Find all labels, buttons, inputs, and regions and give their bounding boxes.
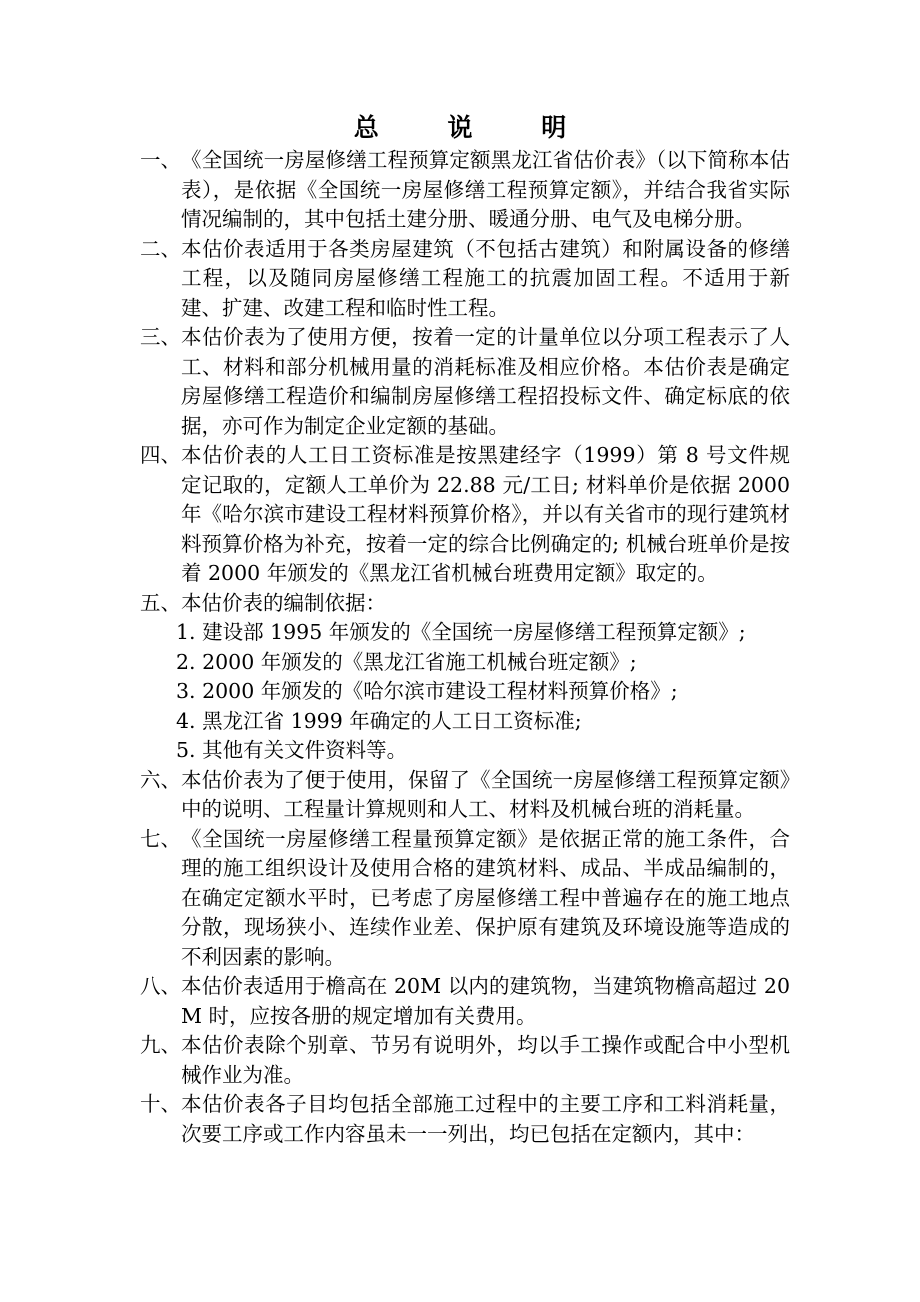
item-number: 二、 — [140, 236, 181, 261]
list-item — [140, 1031, 790, 1090]
item-number: 五、 — [140, 590, 181, 615]
item-text: 本估价表各子目均包括全部施工过程中的主要工序和工料消耗量，次要工序或工作内容虽未一一列出，均已包括在定额内，其中： — [181, 1092, 790, 1146]
item-text: 本估价表为了便于使用，保留了《全国统一房屋修缮工程预算定额》中的说明、工程量计算规则和人工、材料及机械台班的消耗量。 — [181, 767, 790, 821]
basis-item: 5. 其他有关文件资料等。 — [176, 738, 408, 762]
item-text: 本估价表适用于檐高在 20M 以内的建筑物，当建筑物檐高超过 20M 时，应按各册的规定增加有关费用。 — [181, 974, 790, 1028]
list-item — [140, 323, 790, 441]
basis-item: 4. 黑龙江省 1999 年确定的人工日工资标准; — [176, 708, 582, 733]
page-title: 总 说 明 — [353, 113, 597, 142]
explanation-list — [140, 146, 790, 1149]
basis-sublist — [140, 618, 790, 766]
item-text: 本估价表的人工日工资标准是按黑建经字（1999）第 8 号文件规定记取的，定额人工单价为 22.88 元/工日; 材料单价是依据 2000 年《哈尔滨市建设工程材料预算价格》，并以有关省市的现行建筑材料预算价格为补充，按着一定的综合比例确定的; 机械台班单价是按着 2000 年颁发的《黑龙江省机械台班费用定额》取定的。 — [181, 443, 790, 585]
list-item — [140, 825, 790, 973]
item-text: 本估价表为了使用方便，按着一定的计量单位以分项工程表示了人工、材料和部分机械用量的消耗标准及相应价格。本估价表是确定房屋修缮工程造价和编制房屋修缮工程招投标文件、确定标底的依据，亦可作为制定企业定额的基础。 — [181, 325, 790, 438]
item-number: 十、 — [140, 1092, 181, 1116]
item-number: 九、 — [140, 1033, 181, 1057]
list-item — [140, 1090, 790, 1149]
item-number: 六、 — [140, 767, 181, 792]
list-item — [140, 972, 790, 1031]
item-number: 七、 — [140, 826, 181, 851]
item-number: 四、 — [140, 443, 181, 467]
basis-item: 2. 2000 年颁发的《黑龙江省施工机械台班定额》; — [176, 649, 637, 674]
item-text: 本估价表除个别章、节另有说明外，均以手工操作或配合中小型机械作业为准。 — [181, 1033, 790, 1087]
item-number: 一、 — [140, 148, 181, 172]
item-text: 本估价表的编制依据： — [181, 590, 386, 615]
basis-item: 3. 2000 年颁发的《哈尔滨市建设工程材料预算价格》; — [176, 679, 678, 703]
list-item — [140, 766, 790, 825]
item-number: 八、 — [140, 974, 181, 998]
list-item — [140, 589, 790, 619]
list-item — [140, 146, 790, 235]
item-text: 《全国统一房屋修缮工程量预算定额》是依据正常的施工条件，合理的施工组织设计及使用合格的建筑材料、成品、半成品编制的，在确定定额水平时，已考虑了房屋修缮工程中普遍存在的施工地点分散，现场狭小、连续作业差、保护原有建筑及环境设施等造成的不利因素的影响。 — [181, 826, 790, 969]
basis-item: 1. 建设部 1995 年颁发的《全国统一房屋修缮工程预算定额》; — [176, 620, 746, 644]
item-number: 三、 — [140, 325, 181, 349]
item-text: 《全国统一房屋修缮工程预算定额黑龙江省估价表》（以下简称本估表），是依据《全国统一房屋修缮工程预算定额》，并结合我省实际情况编制的，其中包括土建分册、暖通分册、电气及电梯分册。 — [181, 148, 790, 231]
item-text: 本估价表适用于各类房屋建筑（不包括古建筑）和附属设备的修缮工程，以及随同房屋修缮工程施工的抗震加固工程。不适用于新建、扩建、改建工程和临时性工程。 — [181, 236, 790, 320]
list-item — [140, 441, 790, 589]
list-item — [140, 235, 790, 324]
